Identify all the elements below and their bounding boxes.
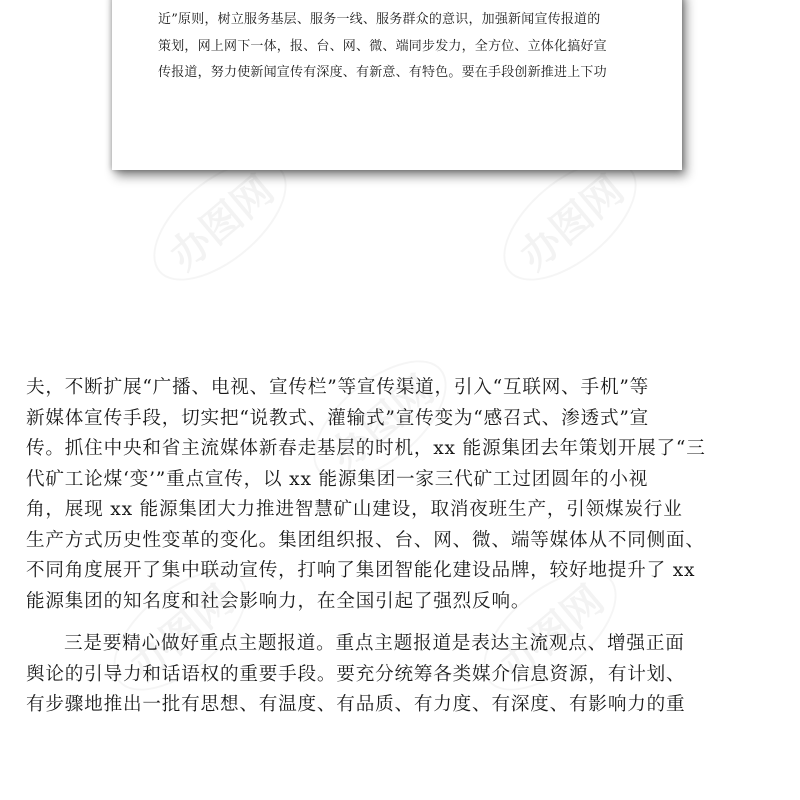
card-line: 策划，网上网下一体，报、台、网、微、端同步发力，全方位、立体化搞好宣 — [158, 38, 607, 54]
text-line: 能源集团的知名度和社会影响力，在全国引起了强烈反响。 — [26, 590, 531, 612]
document-body — [26, 373, 776, 721]
watermark: 办图网 — [133, 138, 308, 303]
watermark: 办图网 — [463, 548, 638, 713]
card-text-block — [158, 7, 638, 87]
watermark: 办图网 — [293, 338, 468, 503]
text-line: 舆论的引导力和话语权的重要手段。要充分统筹各类媒介信息资源，有计划、 — [26, 663, 686, 685]
text-line: 新媒体宣传手段，切实把“说教式、灌输式”宣传变为“感召式、渗透式”宣 — [26, 407, 650, 429]
text-line: 生产方式历史性变革的变化。集团组织报、台、网、微、端等媒体从不同侧面、 — [26, 529, 705, 551]
card-line: 传报道，努力使新闻宣传有深度、有新意、有特色。要在手段创新推进上下功 — [158, 65, 607, 80]
paragraph-2 — [26, 629, 776, 721]
text-line: 角，展现 xx 能源集团大力推进智慧矿山建设，取消夜班生产，引领煤炭行业 — [26, 499, 683, 520]
card-line: 近”原则，树立服务基层、服务一线、服务群众的意识，加强新闻宣传报道的 — [158, 12, 601, 27]
text-line: 代矿工论煤‘变’”重点宣传，以 xx 能源集团一家三代矿工过团圆年的小视 — [26, 468, 649, 490]
previous-page-card — [112, 0, 682, 170]
text-line: 不同角度展开了集中联动宣传，打响了集团智能化建设品牌，较好地提升了 xx — [26, 560, 696, 581]
watermark: 办图网 — [483, 138, 658, 303]
paragraph-gap — [26, 617, 776, 629]
text-line: 三是要精心做好重点主题报道。重点主题报道是表达主流观点、增强正面 — [64, 633, 685, 654]
text-line: 夫，不断扩展“广播、电视、宣传栏”等宣传渠道，引入“互联网、手机”等 — [26, 377, 650, 398]
paragraph-1 — [26, 373, 776, 617]
text-line: 有步骤地推出一批有思想、有温度、有品质、有力度、有深度、有影响力的重 — [26, 694, 686, 715]
watermark: 办图网 — [93, 548, 268, 713]
text-line: 传。抓住中央和省主流媒体新春走基层的时机，xx 能源集团去年策划开展了“三 — [26, 438, 706, 459]
